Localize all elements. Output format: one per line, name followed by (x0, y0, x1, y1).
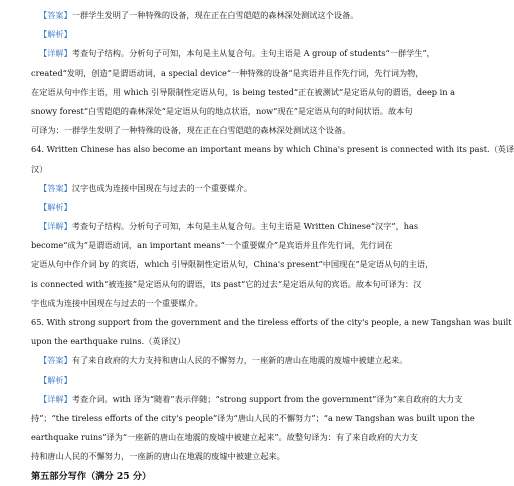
text-line (31, 275, 450, 294)
text-line (31, 25, 450, 44)
text-line (31, 447, 450, 466)
text-line (31, 294, 450, 313)
text-line (31, 6, 450, 25)
text-line (31, 390, 463, 409)
line-text: 字也成为连接中国现在与过去的一个重要媒介。 (31, 297, 203, 308)
text-line (31, 332, 450, 351)
section-label: 【解析】 (39, 29, 72, 40)
line-text: become“成为”是谓语动词，an important means“一个重要媒介”是宾语并且作先行词，先行词在 (31, 240, 393, 251)
line-text: 考查句子结构。分析句子可知，本句是主从复合句。主句主语是 Written Chinese“汉字”，has (71, 221, 419, 232)
line-text: earthquake ruins”译为“一座新的唐山在地震的废墟中被建立起来”。故整句译为：有了来自政府的大力支 (31, 432, 418, 443)
text-line (31, 179, 450, 198)
text-line (31, 160, 450, 179)
text-line (31, 102, 450, 121)
line-text: 汉字也成为连接中国现在与过去的一个重要媒介。 (71, 182, 252, 193)
line-text: 汉） (31, 163, 48, 174)
text-line (31, 44, 450, 63)
text-line (31, 255, 450, 274)
section-label: 【详解】 (39, 393, 72, 404)
line-text: 64. Written Chinese has also become an important means by which China's present is connected with its past.（英译 (31, 144, 514, 155)
line-text: upon the earthquake ruins.（英译汉） (31, 336, 186, 347)
line-text: 可译为：一群学生发明了一种特殊的设备，现在正在白雪皑皑的森林深处测试这个设备。 (31, 125, 351, 136)
text-line (31, 83, 456, 102)
section-label: 【答案】 (39, 355, 72, 366)
section-heading: 第五部分写作（满分 25 分） (31, 470, 152, 482)
text-line (31, 64, 450, 83)
section-label: 【详解】 (39, 221, 72, 232)
line-text: snowy forest“白雪皑皑的森林深处”是定语从句的地点状语，now“现在”是定语从句的时间状语。故本句 (31, 105, 413, 116)
text-line (31, 313, 512, 332)
section-label: 【解析】 (39, 201, 72, 212)
line-text: 考查句子结构。分析句子可知，本句是主从复合句。主句主语是 A group of students“一群学生”， (71, 48, 435, 59)
text-line (31, 140, 514, 159)
text-line (31, 371, 450, 390)
line-text: 一群学生发明了一种特殊的设备，现在正在白雪皑皑的森林深处测试这个设备。 (71, 10, 359, 20)
text-line (31, 236, 450, 255)
line-text: 定语从句中作介词 by 的宾语，which 引导限制性定语从句，China's present“中国现在”是定语从句的主语， (31, 259, 434, 270)
text-line (31, 409, 475, 428)
section-label: 【详解】 (39, 48, 72, 59)
line-text: 65. With strong support from the government and the tireless efforts of the city's people, a new Tangshan was built (31, 317, 512, 327)
text-line (31, 217, 450, 236)
text-line (31, 428, 450, 447)
line-text: is connected with“被连接”是定语从句的谓语，its past“它的过去”是定语从句的宾语。故本句可译为：汉 (31, 278, 422, 289)
line-text: 在定语从句中作主语，用 which 引导限制性定语从句，is being tested“正在被测试”是定语从句的谓语，deep in a (31, 86, 456, 97)
line-text: created“发明，创造”是谓语动词，a special device“一种特殊的设备”是宾语并且作先行词，先行词为物， (31, 67, 424, 78)
section-label: 【解析】 (39, 374, 72, 385)
line-text: 考查介词。with 译为“随着”表示伴随；“strong support from the government”译为“来自政府的大力支 (71, 393, 463, 404)
section-label: 【答案】 (39, 182, 72, 193)
text-line (31, 351, 450, 370)
section-label: 【答案】 (39, 10, 72, 20)
text-line (31, 198, 450, 217)
line-text: 有了来自政府的大力支持和唐山人民的不懈努力，一座新的唐山在地震的废墟中被建立起来。 (71, 355, 408, 366)
line-text: 持”；“the tireless efforts of the city's people”译为“唐山人民的不懈努力”；“a new Tangshan was built upon the (31, 412, 475, 423)
line-text: 持和唐山人民的不懈努力，一座新的唐山在地震的废墟中被建立起来。 (31, 451, 285, 462)
text-line (31, 121, 450, 140)
